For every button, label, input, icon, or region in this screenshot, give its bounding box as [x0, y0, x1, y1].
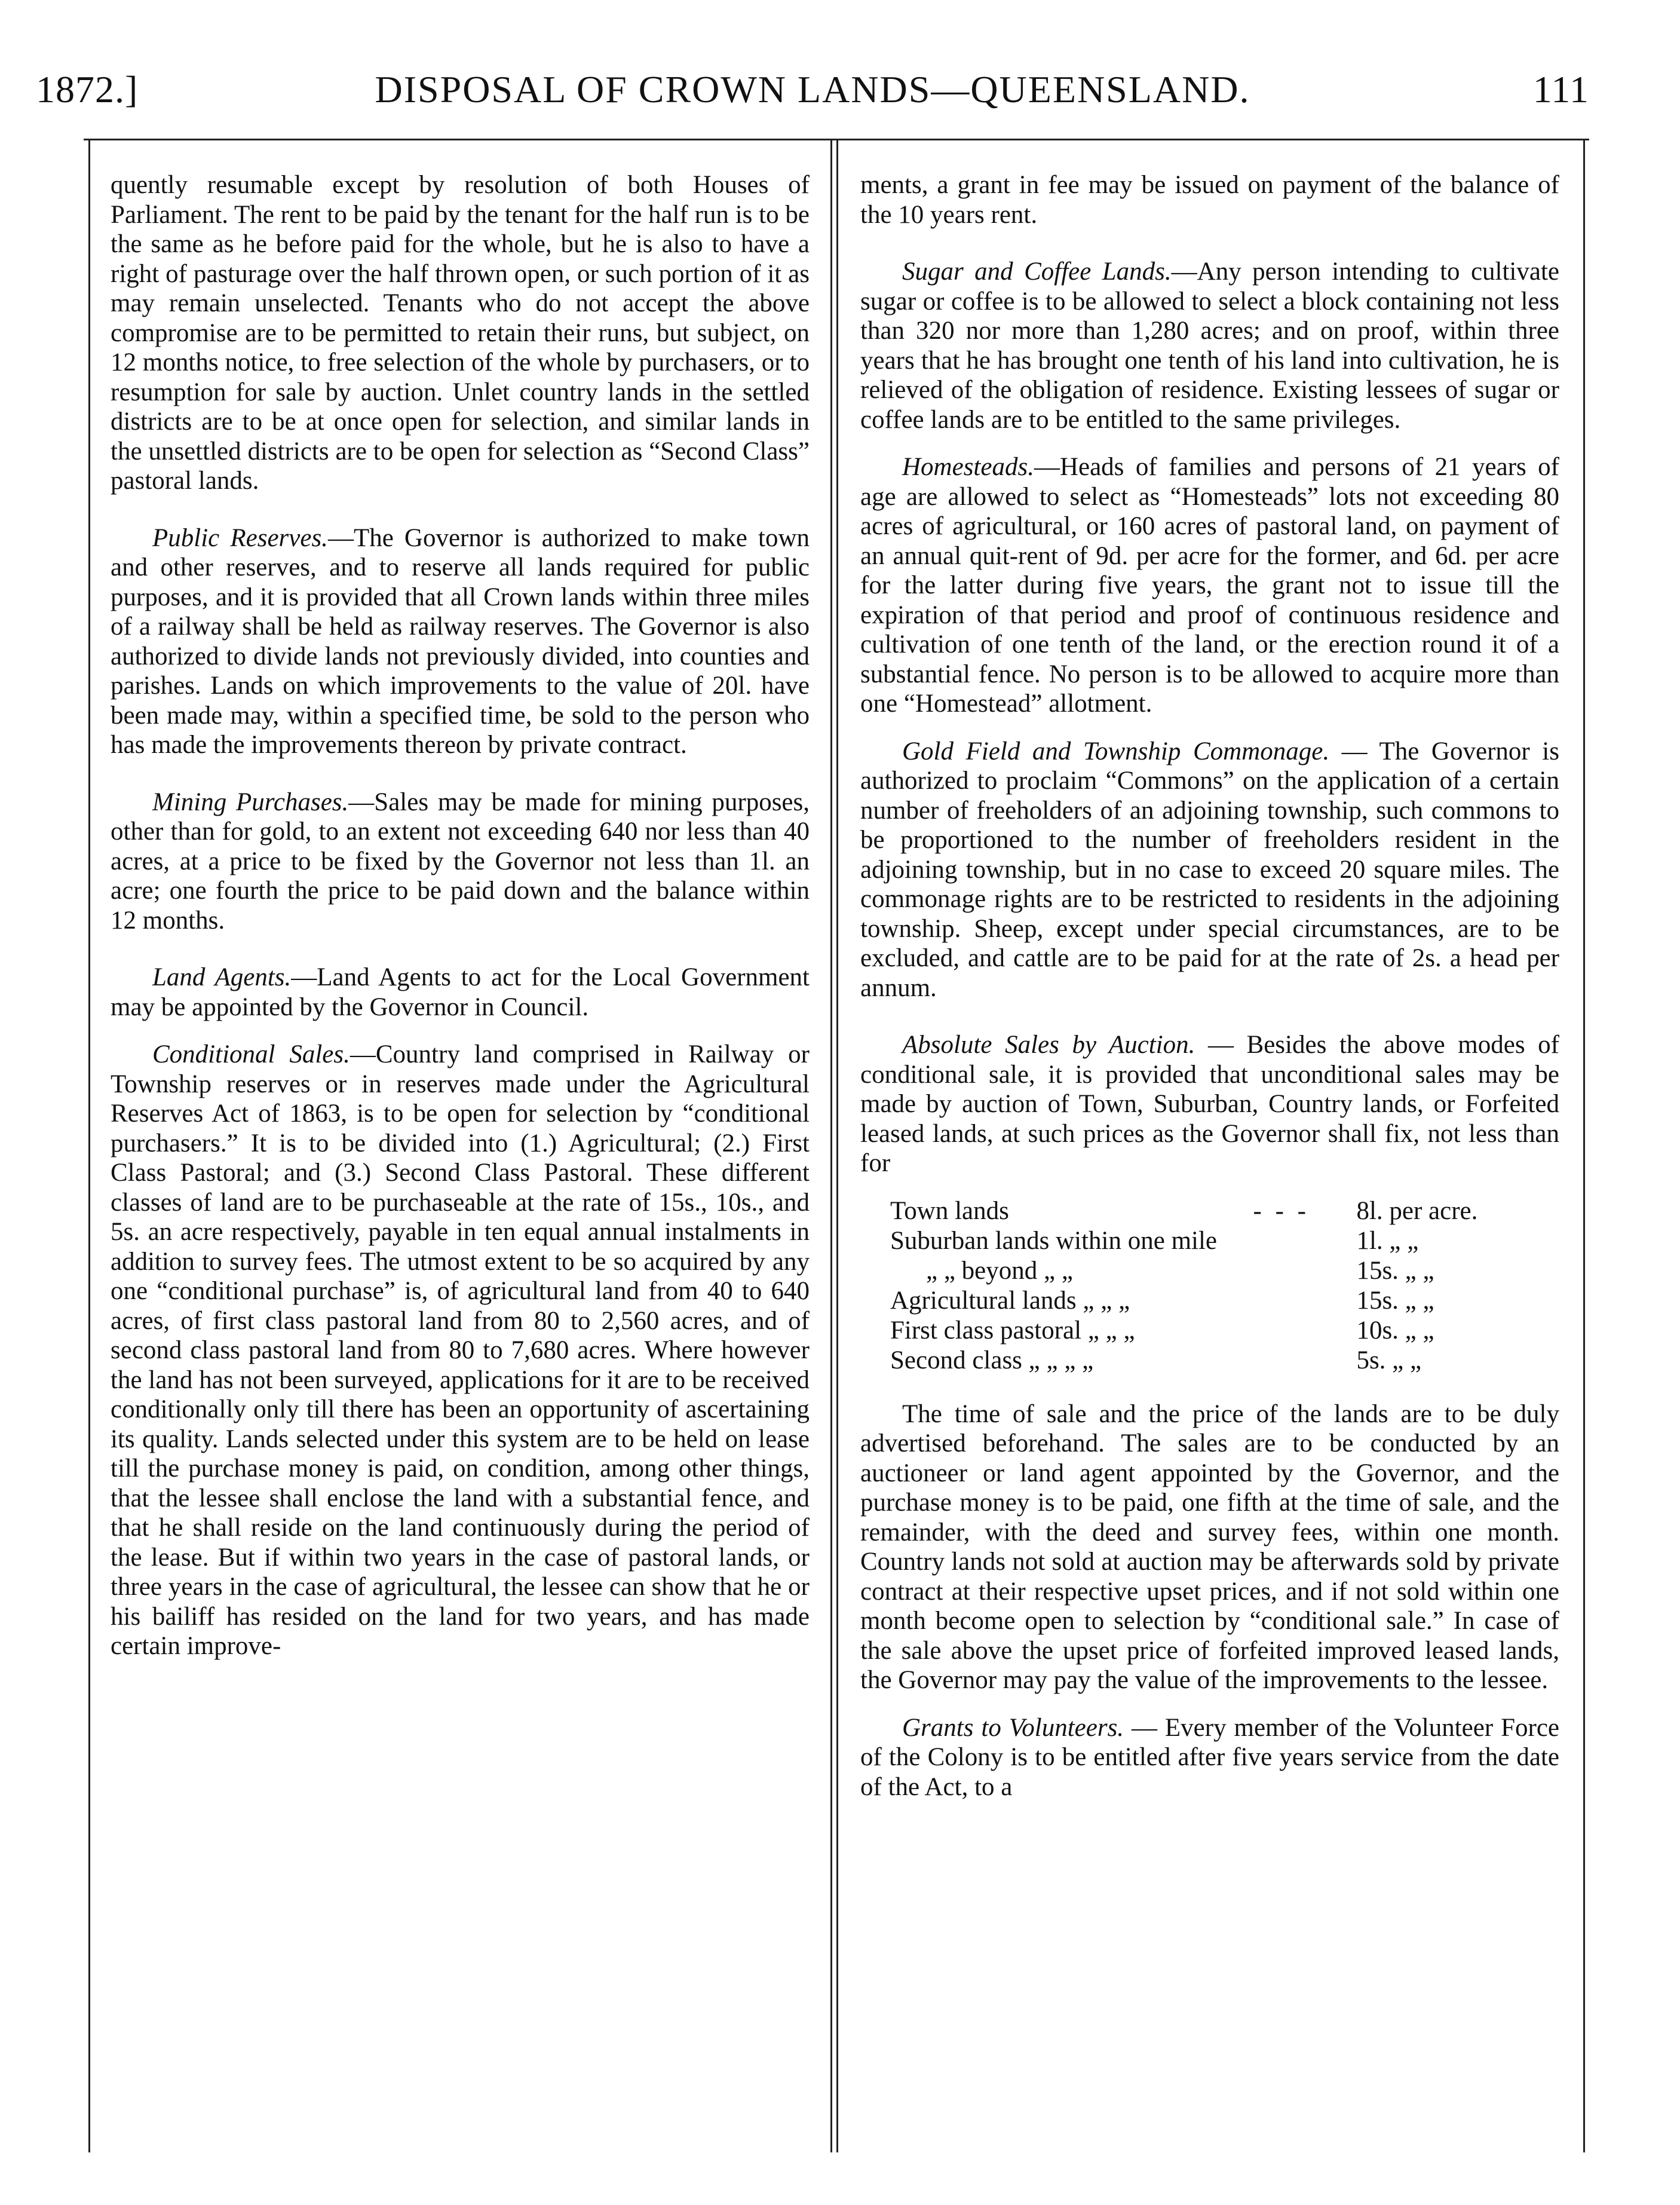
table-row	[890, 1346, 1529, 1376]
paragraph	[860, 452, 1559, 719]
paragraph-text: The time of sale and the price of the lands are to be duly advertised beforehand. The sales are to be conducted by an auctioneer or land agent appointed by the Governor, and the purchase money is to be paid, one fifth at the time of sale, and the remainder, with the deed and survey fees, within one month. Country lands not sold at auction may be afterwards sold by private contract at their respective upset prices, and if not sold within one month become open to selection by “conditional sale.” In case of the sale above the upset price of forfeited improved leased lands, the Governor may pay the value of the improvements to the lessee.	[860, 1399, 1559, 1694]
table-cell-label: Agricultural lands „ „ „	[890, 1286, 1130, 1315]
table-cell-label: Suburban lands within one mile	[890, 1226, 1217, 1255]
column-divider-rule-double	[836, 139, 838, 2152]
table-cell-amount: 8l. per acre.	[1356, 1196, 1478, 1225]
paragraph-text: —Sales may be made for mining purposes, other than for gold, to an extent not exceeding 640 nor less than 40 acres, at a price to be fixed by the Governor not less than 1l. an acre; one fourth the price to be paid down and the balance within 12 months.	[111, 788, 810, 935]
header-year: 1872.]	[36, 68, 139, 111]
section-heading: Grants to Volunteers.	[902, 1713, 1124, 1742]
paragraph	[860, 737, 1559, 1003]
table-cell-label: Second class „ „ „ „	[890, 1346, 1094, 1374]
section-heading: Absolute Sales by Auction.	[902, 1031, 1195, 1059]
paragraph	[860, 170, 1559, 229]
price-table	[890, 1196, 1529, 1376]
column-divider-rule	[830, 139, 832, 2152]
right-column	[860, 170, 1559, 2142]
paragraph	[860, 257, 1559, 434]
paragraph-text: — Every member of the Volunteer Force of the Colony is to be entitled after five years service from the date of the Act, to a	[860, 1713, 1559, 1801]
table-cell-amount: 5s. „ „	[1356, 1346, 1422, 1374]
table-cell-label: First class pastoral „ „ „	[890, 1316, 1135, 1345]
left-border-rule	[88, 139, 90, 2152]
paragraph	[860, 1713, 1559, 1802]
running-header	[36, 60, 1589, 120]
table-row	[890, 1286, 1529, 1316]
section-heading: Mining Purchases.	[152, 788, 349, 816]
table-row	[890, 1196, 1529, 1226]
section-heading: Gold Field and Township Commonage.	[902, 737, 1330, 765]
paragraph	[111, 963, 810, 1022]
paragraph-text: —The Governor is authorized to make town and other reserves, and to reserve all lands required for public purposes, and it is provided that all Crown lands within three miles of a railway shall be held as railway reserves. The Governor is also authorized to divide lands not previously divided, into counties and parishes. Lands on which improvements to the value of 20l. have been made may, within a specified time, be sold to the person who has made the improvements thereon by private contract.	[111, 523, 810, 759]
section-heading: Homesteads.	[902, 453, 1034, 481]
paragraph-text: — The Governor is authorized to proclaim “Commons” on the application of a certain number of freeholders of an adjoining township, such commons to be proportioned to the number of freeholders resident in the adjoining township, but in no case to exceed 20 square miles. The commonage rights are to be restricted to residents in the adjoining township. Sheep, except under special circumstances, are to be excluded, and cattle are to be paid for at the rate of 2s. a head per annum.	[860, 737, 1559, 1002]
paragraph-text: —Any person intending to cultivate sugar or coffee is to be allowed to select a block containing not less than 320 nor more than 1,280 acres; and on proof, within three years that he has brought one tenth of his land into cultivation, he is relieved of the obligation of residence. Existing lessees of sugar or coffee lands are to be entitled to the same privileges.	[860, 258, 1559, 434]
left-column	[111, 170, 810, 2142]
paragraph	[111, 1040, 810, 1661]
section-heading: Public Reserves.	[152, 523, 328, 552]
paragraph-text: quently resumable except by resolution of both Houses of Parliament. The rent to be paid by the tenant for the half run is to be the same as he before paid for the whole, but he is also to have a right of pasturage over the half thrown open, or such portion of it as may remain unselected. Tenants who do not accept the above compromise are to be permitted to retain their runs, but subject, on 12 months notice, to free selection of the whole by purchasers, or to resumption for sale by auction. Unlet country lands in the settled districts are to be at once open for selection, and similar lands in the unsettled districts are to be open for selection as “Second Class” pastoral lands.	[111, 171, 810, 495]
paragraph	[111, 523, 810, 760]
table-row	[890, 1256, 1529, 1286]
table-row	[890, 1226, 1529, 1256]
paragraph	[860, 1399, 1559, 1695]
paragraph-text: —Heads of families and persons of 21 years of age are allowed to select as “Homesteads” lots not exceeding 80 acres of agricultural, or 160 acres of pastoral land, on payment of an annual quit-rent of 9d. per acre for the former, and 6d. per acre for the latter during five years, the grant not to issue till the expiration of that period and proof of continuous residence and cultivation of one tenth of the land, or the erection round it of a substantial fence. No person is to be allowed to acquire more than one “Homestead” allotment.	[860, 453, 1559, 718]
section-heading: Land Agents.	[152, 963, 292, 991]
paragraph-text: — Besides the above modes of conditional sale, it is provided that unconditional sales may be made by auction of Town, Suburban, Country lands, or Forfeited leased lands, at such prices as the Governor shall fix, not less than for	[860, 1031, 1559, 1177]
page-number: 111	[1532, 68, 1589, 111]
paragraph	[860, 1030, 1559, 1178]
paragraph	[111, 170, 810, 496]
table-cell-amount: 1l. „ „	[1356, 1226, 1419, 1255]
table-cell-leader: - - -	[1253, 1196, 1310, 1225]
table-cell-amount: 15s. „ „	[1356, 1286, 1434, 1315]
paragraph-text: ments, a grant in fee may be issued on payment of the balance of the 10 years rent.	[860, 171, 1559, 229]
section-heading: Conditional Sales.	[152, 1040, 350, 1068]
header-title: DISPOSAL OF CROWN LANDS—QUEENSLAND.	[375, 68, 1250, 111]
table-cell-label: Town lands	[890, 1196, 1009, 1225]
table-cell-amount: 10s. „ „	[1356, 1316, 1434, 1345]
section-heading: Sugar and Coffee Lands.	[902, 258, 1172, 286]
paragraph	[111, 788, 810, 936]
right-border-rule	[1583, 139, 1585, 2152]
paragraph-text: —Land Agents to act for the Local Government may be appointed by the Governor in Council.	[111, 963, 810, 1021]
table-cell-amount: 15s. „ „	[1356, 1256, 1434, 1285]
paragraph-text: —Country land comprised in Railway or Township reserves or in reserves made under the Agricultural Reserves Act of 1863, is to be open for selection by “conditional purchasers.” It is to be divided into (1.) Agricultural; (2.) First Class Pastoral; and (3.) Second Class Pastoral. These different classes of land are to be purchaseable at the rate of 15s., 10s., and 5s. an acre respectively, payable in ten equal annual instalments in addition to survey fees. The utmost extent to be so acquired by any one “conditional purchase” is, of agricultural land from 40 to 640 acres, of first class pastoral land from 80 to 2,560 acres, and of second class pastoral land from 80 to 7,680 acres. Where however the land has not been surveyed, applications for it are to be received conditionally only till there has been an opportunity of ascertaining its quality. Lands selected under this system are to be held on lease till the purchase money is paid, on condition, among other things, that the lessee shall enclose the land with a substantial fence, and that he shall reside on the land continuously during the period of the lease. But if within two years in the case of pastoral lands, or three years in the case of agricultural, the lessee can show that he or his bailiff has resided on the land for two years, and has made certain improve-	[111, 1040, 810, 1660]
table-cell-label: „ „ beyond „ „	[926, 1256, 1073, 1285]
table-row	[890, 1316, 1529, 1346]
